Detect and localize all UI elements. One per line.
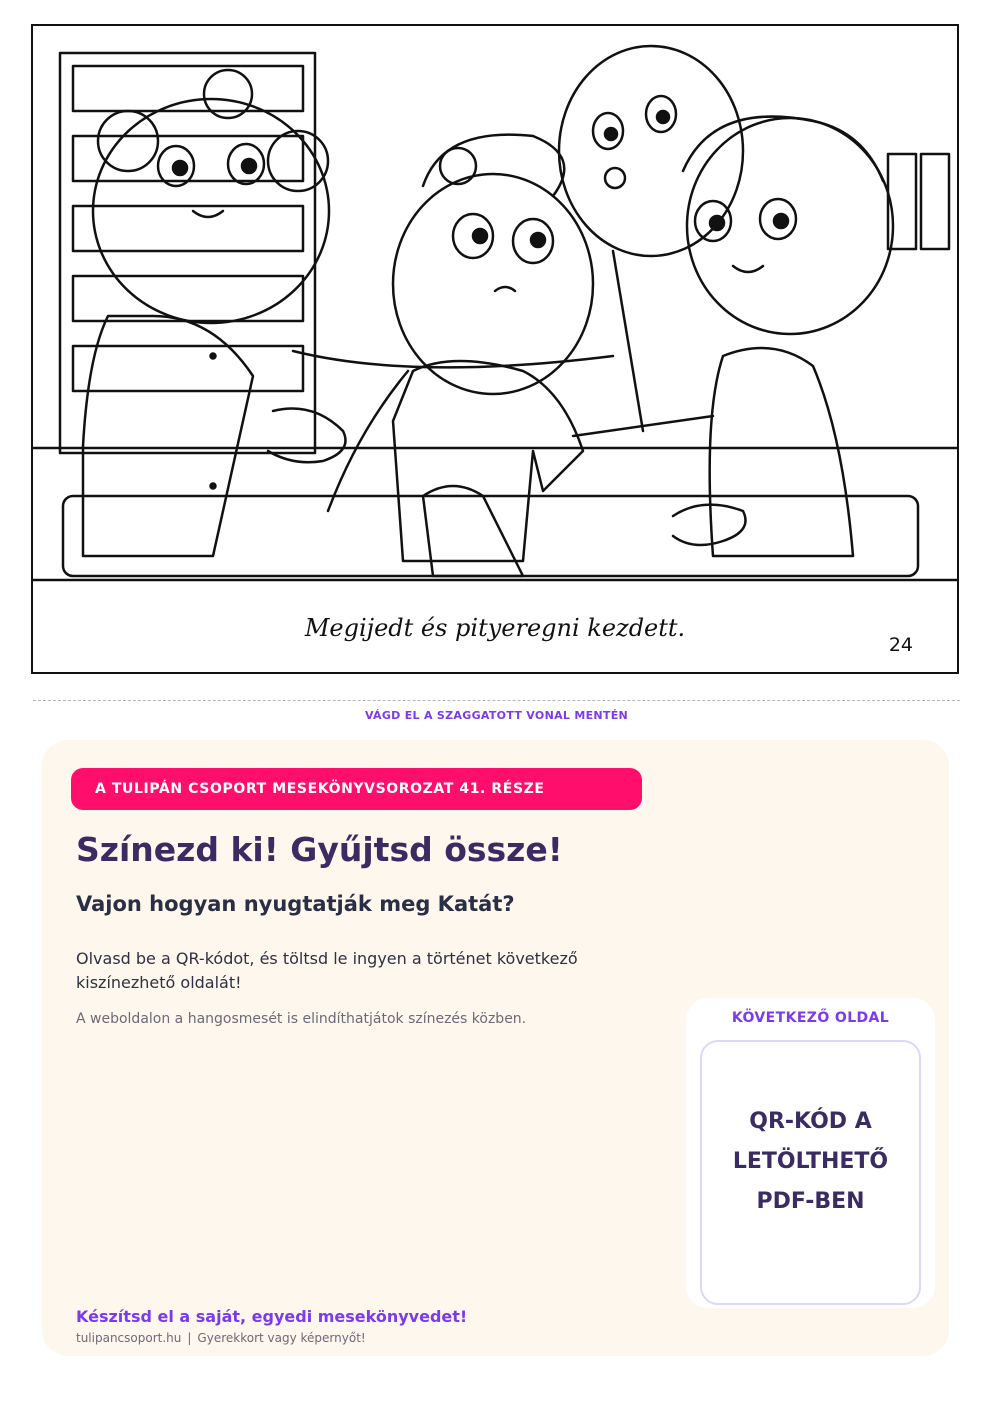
note-text: A weboldalon a hangosmesét is elindíthatjátok színezés közben. <box>76 1011 527 1027</box>
cut-line <box>33 700 960 701</box>
qr-line: LETÖLTHETŐ <box>732 1149 889 1174</box>
tagline: Gyerekkort vagy képernyőt! <box>197 1331 366 1345</box>
next-page-panel <box>686 998 935 1308</box>
qr-line: PDF-BEN <box>756 1189 865 1214</box>
qr-code-placeholder[interactable] <box>700 1040 921 1305</box>
caption: Megijedt és pityeregni kezdett. <box>304 614 686 642</box>
footer <box>76 1331 366 1345</box>
qr-line: QR-KÓD A <box>749 1109 872 1134</box>
call-to-action: Készítsd el a saját, egyedi mesekönyvedet! <box>76 1307 468 1326</box>
coloring-illustration <box>33 26 957 672</box>
subheadline: Vajon hogyan nyugtatják meg Katát? <box>76 892 515 916</box>
page-number: 24 <box>888 634 913 656</box>
promo-card <box>42 740 949 1356</box>
body-text: Olvasd be a QR-kódot, és töltsd le ingyen a történet következő kiszínezhető oldalát! <box>76 949 578 992</box>
site-link[interactable]: tulipancsoport.hu <box>76 1331 182 1345</box>
next-page-label: KÖVETKEZŐ OLDAL <box>731 1010 890 1026</box>
series-badge: A TULIPÁN CSOPORT MESEKÖNYVSOROZAT 41. RÉSZE <box>71 768 642 810</box>
footer-separator: | <box>187 1331 192 1345</box>
cut-instruction: VÁGD EL A SZAGGATOTT VONAL MENTÉN <box>364 709 629 722</box>
headline: Színezd ki! Gyűjtsd össze! <box>76 830 563 869</box>
coloring-page <box>31 24 959 674</box>
qr-placeholder-text <box>702 1102 919 1222</box>
